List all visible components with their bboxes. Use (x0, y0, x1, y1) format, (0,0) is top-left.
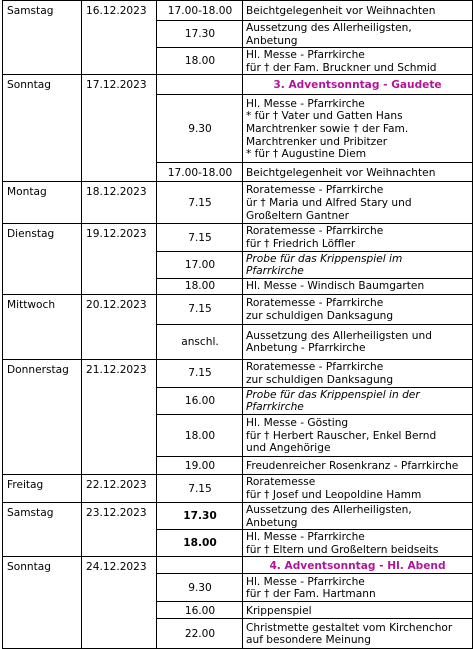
date-cell: 18.12.2023 (82, 182, 157, 224)
time-cell: 17.30 (157, 502, 243, 529)
time-cell: 7.15 (157, 474, 243, 502)
description-cell: Roratemesse - Pfarrkirche ür † Maria und Alfred Stary und Großeltern Gantner (243, 182, 473, 224)
description-cell: Hl. Messe - Gösting für † Herbert Rauscher, Enkel Bernd und Angehörige (243, 414, 473, 456)
schedule-row (3, 359, 473, 387)
description-cell: Probe für das Krippenspiel in der Pfarrkirche (243, 387, 473, 414)
date-cell: 19.12.2023 (82, 224, 157, 294)
description-cell: Hl. Messe - Pfarrkirche für † Eltern und Großeltern beidseits (243, 530, 473, 557)
feast-title-cell: 4. Adventsonntag - Hl. Abend (243, 557, 473, 574)
time-cell: 18.00 (157, 414, 243, 456)
time-cell: 17.00 (157, 251, 243, 278)
time-cell: 7.15 (157, 359, 243, 387)
date-cell: 23.12.2023 (82, 502, 157, 556)
description-cell: Beichtgelegenheit vor Weihnachten (243, 163, 473, 182)
day-cell: Freitag (3, 474, 82, 502)
mass-schedule-body (3, 1, 473, 649)
time-cell: 17.30 (157, 21, 243, 48)
description-cell: Roratemesse - Pfarrkirche für † Friedrich Löffler (243, 224, 473, 251)
day-cell: Sonntag (3, 557, 82, 649)
schedule-row (3, 294, 473, 324)
schedule-row (3, 502, 473, 529)
time-cell: 16.00 (157, 602, 243, 619)
time-cell: 18.00 (157, 530, 243, 557)
day-cell: Montag (3, 182, 82, 224)
day-cell: Dienstag (3, 224, 82, 294)
description-cell: Hl. Messe - Pfarrkirche für † der Fam. Bruckner und Schmid (243, 48, 473, 75)
description-cell: Roratemesse - Pfarrkirche zur schuldigen Danksagung (243, 359, 473, 387)
time-cell: 22.00 (157, 619, 243, 649)
day-cell: Sonntag (3, 75, 82, 182)
feast-title-cell: 3. Adventsonntag - Gaudete (243, 75, 473, 95)
time-cell (157, 557, 243, 574)
description-cell: Hl. Messe - Pfarrkirche für † der Fam. Hartmann (243, 574, 473, 602)
date-cell: 24.12.2023 (82, 557, 157, 649)
time-cell: 19.00 (157, 456, 243, 474)
schedule-row (3, 1, 473, 21)
schedule-row (3, 182, 473, 224)
mass-schedule-table (2, 0, 473, 649)
time-cell: 7.15 (157, 182, 243, 224)
date-cell: 16.12.2023 (82, 1, 157, 75)
time-cell: 18.00 (157, 48, 243, 75)
day-cell: Samstag (3, 1, 82, 75)
time-cell: anschl. (157, 324, 243, 359)
time-cell: 17.00-18.00 (157, 1, 243, 21)
description-cell: Roratemesse - Pfarrkirche zur schuldigen Danksagung (243, 294, 473, 324)
description-cell: Beichtgelegenheit vor Weihnachten (243, 1, 473, 21)
description-cell: Aussetzung des Allerheiligsten, Anbetung (243, 502, 473, 529)
date-cell: 20.12.2023 (82, 294, 157, 359)
description-cell: Probe für das Krippenspiel im Pfarrkirche (243, 251, 473, 278)
description-cell: Hl. Messe - Pfarrkirche * für † Vater und Gatten Hans Marchtrenker sowie † der Fam. Marchtrenker und Pribitzer * für † Augustine Diem (243, 95, 473, 163)
time-cell: 7.15 (157, 294, 243, 324)
description-cell: Freudenreicher Rosenkranz - Pfarrkirche (243, 456, 473, 474)
schedule-row (3, 474, 473, 502)
time-cell: 16.00 (157, 387, 243, 414)
time-cell: 9.30 (157, 574, 243, 602)
date-cell: 22.12.2023 (82, 474, 157, 502)
date-cell: 17.12.2023 (82, 75, 157, 182)
schedule-row (3, 557, 473, 574)
time-cell: 18.00 (157, 278, 243, 294)
description-cell: Aussetzung des Allerheiligsten, Anbetung (243, 21, 473, 48)
day-cell: Samstag (3, 502, 82, 556)
description-cell: Krippenspiel (243, 602, 473, 619)
time-cell (157, 75, 243, 95)
date-cell: 21.12.2023 (82, 359, 157, 474)
time-cell: 7.15 (157, 224, 243, 251)
description-cell: Roratemesse für † Josef und Leopoldine Hamm (243, 474, 473, 502)
description-cell: Aussetzung des Allerheiligsten und Anbetung - Pfarrkirche (243, 324, 473, 359)
time-cell: 9.30 (157, 95, 243, 163)
day-cell: Donnerstag (3, 359, 82, 474)
description-cell: Christmette gestaltet vom Kirchenchor auf besondere Meinung (243, 619, 473, 649)
time-cell: 17.00-18.00 (157, 163, 243, 182)
description-cell: Hl. Messe - Windisch Baumgarten (243, 278, 473, 294)
day-cell: Mittwoch (3, 294, 82, 359)
schedule-row (3, 224, 473, 251)
schedule-row (3, 75, 473, 95)
